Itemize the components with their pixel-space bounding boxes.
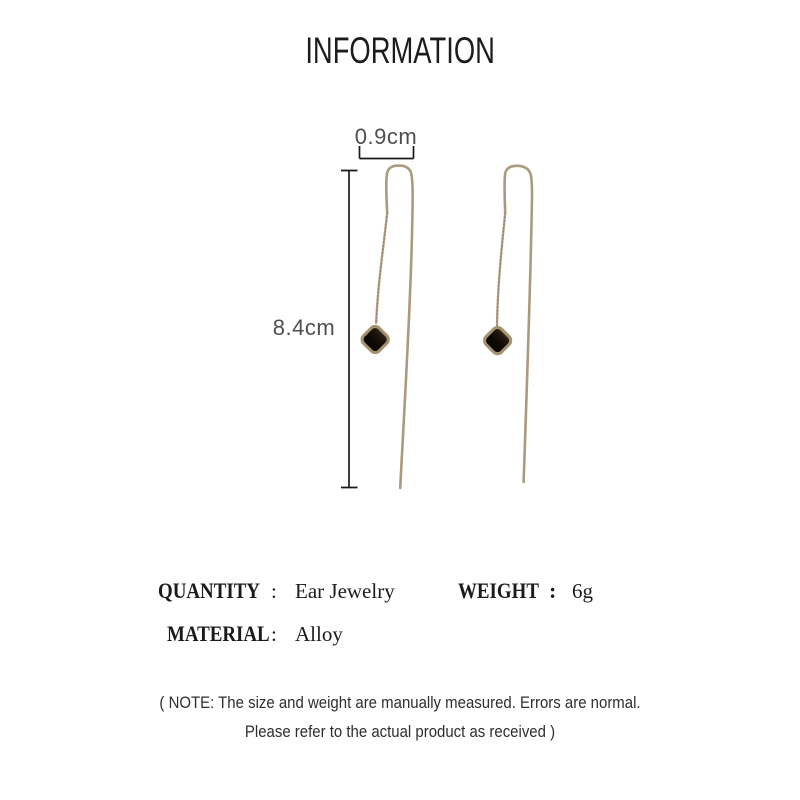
height-dimension-label: 8.4cm (272, 315, 336, 340)
earring-left (360, 166, 413, 488)
note-line-1: ( NOTE: The size and weight are manually measured. Errors are normal. (159, 693, 641, 712)
spec-quantity-colon: : (271, 579, 277, 603)
earring-right (482, 166, 532, 482)
width-dimension-label: 0.9cm (354, 124, 418, 149)
height-dimension-line (341, 171, 358, 488)
earring-right-wire (505, 166, 532, 482)
earring-left-pendant (360, 324, 391, 355)
earring-left-chain (376, 213, 387, 324)
spec-quantity-value: Ear Jewelry (295, 579, 395, 603)
earring-right-chain (497, 213, 505, 326)
spec-weight-label: WEIGHT (458, 578, 539, 603)
spec-material-colon: : (271, 622, 277, 646)
spec-quantity-label: QUANTITY (158, 578, 260, 603)
spec-weight-colon: : (549, 578, 557, 603)
earring-right-pendant (482, 325, 513, 356)
page-title-text: INFORMATION (305, 30, 495, 71)
spec-material-value: Alloy (295, 622, 343, 646)
note-line-2: Please refer to the actual product as received ) (244, 722, 556, 741)
earring-left-wire (386, 166, 412, 488)
spec-material-label: MATERIAL (167, 621, 270, 646)
spec-weight-value: 6g (572, 579, 593, 603)
measurement-note (0, 688, 800, 746)
